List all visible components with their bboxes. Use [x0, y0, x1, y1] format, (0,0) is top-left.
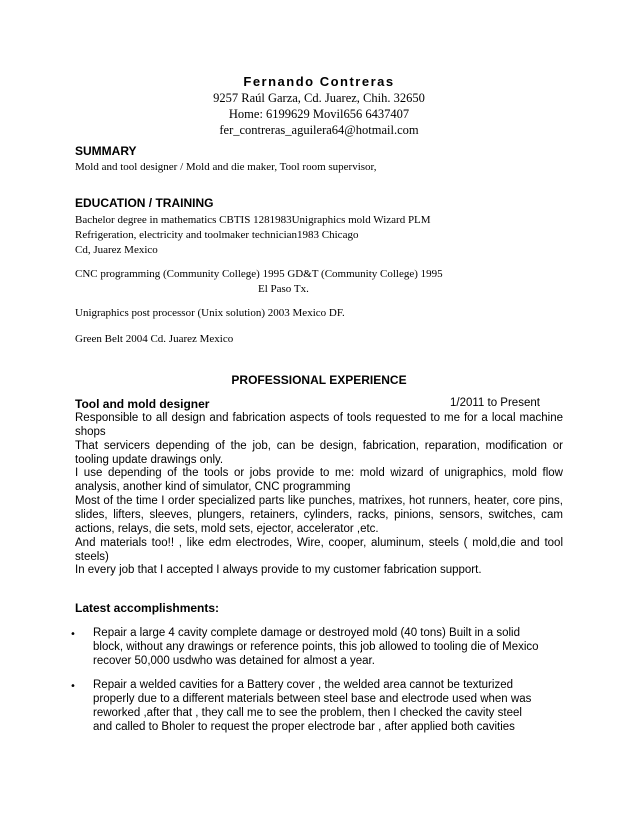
accomplishment-line: block, without any drawings or reference points, this job allowed to tooling die of Mexico — [93, 641, 539, 653]
education-line: Bachelor degree in mathematics CBTIS 1281983Unigraphics mold Wizard PLM — [75, 214, 431, 226]
experience-line: That servicers depending of the job, can be design, fabrication, reparation, modification or — [75, 440, 563, 452]
accomplishment-line: Repair a large 4 cavity complete damage or destroyed mold (40 tons) Built in a solid — [93, 627, 520, 639]
experience-line: analysis, another kind of simulator, CNC programming — [75, 481, 351, 493]
experience-line: tooling update drawings only. — [75, 454, 224, 466]
job-title: Tool and mold designer — [75, 397, 210, 411]
candidate-name: Fernando Contreras — [243, 74, 395, 89]
education-line: Green Belt 2004 Cd. Juarez Mexico — [75, 333, 234, 345]
accomplishments-heading: Latest accomplishments: — [75, 601, 220, 615]
education-line: Unigraphics post processor (Unix solution) 2003 Mexico DF. — [75, 307, 345, 319]
email-line: fer_contreras_aguilera64@hotmail.com — [219, 123, 419, 137]
education-line: CNC programming (Community College) 1995 GD&T (Community College) 1995 — [75, 268, 443, 280]
experience-line: slides, lifters, sleeves, plungers, retainers, cylinders, racks, pinions, sensors, switches, cam — [75, 509, 563, 521]
summary-text: Mold and tool designer / Mold and die maker, Tool room supervisor, — [75, 161, 377, 173]
accomplishment-line: properly due to a different materials between steel base and electrode used when was — [93, 693, 532, 705]
experience-line: steels) — [75, 551, 109, 563]
education-line: Refrigeration, electricity and toolmaker technician1983 Chicago — [75, 229, 359, 241]
bullet-icon: • — [70, 681, 76, 692]
summary-heading: SUMMARY — [75, 144, 137, 158]
experience-line: actions, relays, die sets, mold sets, ejector, accelerator ,etc. — [75, 523, 379, 535]
job-dates: 1/2011 to Present — [450, 397, 540, 409]
accomplishment-line: recover 50,000 usdwho was detained for almost a year. — [93, 655, 375, 667]
experience-line: I use depending of the tools or jobs provide to me: mold wizard of unigraphics, mold flow — [75, 467, 563, 479]
experience-line: Most of the time I order specialized parts like punches, matrixes, hot runners, heater, core pins, — [75, 495, 563, 507]
experience-line: shops — [75, 426, 106, 438]
accomplishment-line: and called to Bholer to request the proper electrode bar , after applied both cavities — [93, 721, 515, 733]
accomplishment-line: reworked ,after that , they call me to see the problem, then I checked the cavity steel — [93, 707, 522, 719]
experience-line: In every job that I accepted I always provide to my customer fabrication support. — [75, 564, 482, 576]
experience-heading: PROFESSIONAL EXPERIENCE — [231, 373, 407, 387]
address-line: 9257 Raúl Garza, Cd. Juarez, Chih. 32650 — [213, 91, 425, 105]
bullet-icon: • — [70, 629, 76, 640]
accomplishment-line: Repair a welded cavities for a Battery cover , the welded area cannot be texturized — [93, 679, 513, 691]
education-line: Cd, Juarez Mexico — [75, 244, 158, 256]
education-line: El Paso Tx. — [258, 283, 309, 295]
experience-line: And materials too!! , like edm electrodes, Wire, cooper, aluminum, steels ( mold,die and tool — [75, 537, 563, 549]
experience-line: Responsible to all design and fabrication aspects of tools requested to me for a local machine — [75, 412, 563, 424]
education-heading: EDUCATION / TRAINING — [75, 196, 214, 210]
phone-line: Home: 6199629 Movil656 6437407 — [228, 107, 410, 121]
